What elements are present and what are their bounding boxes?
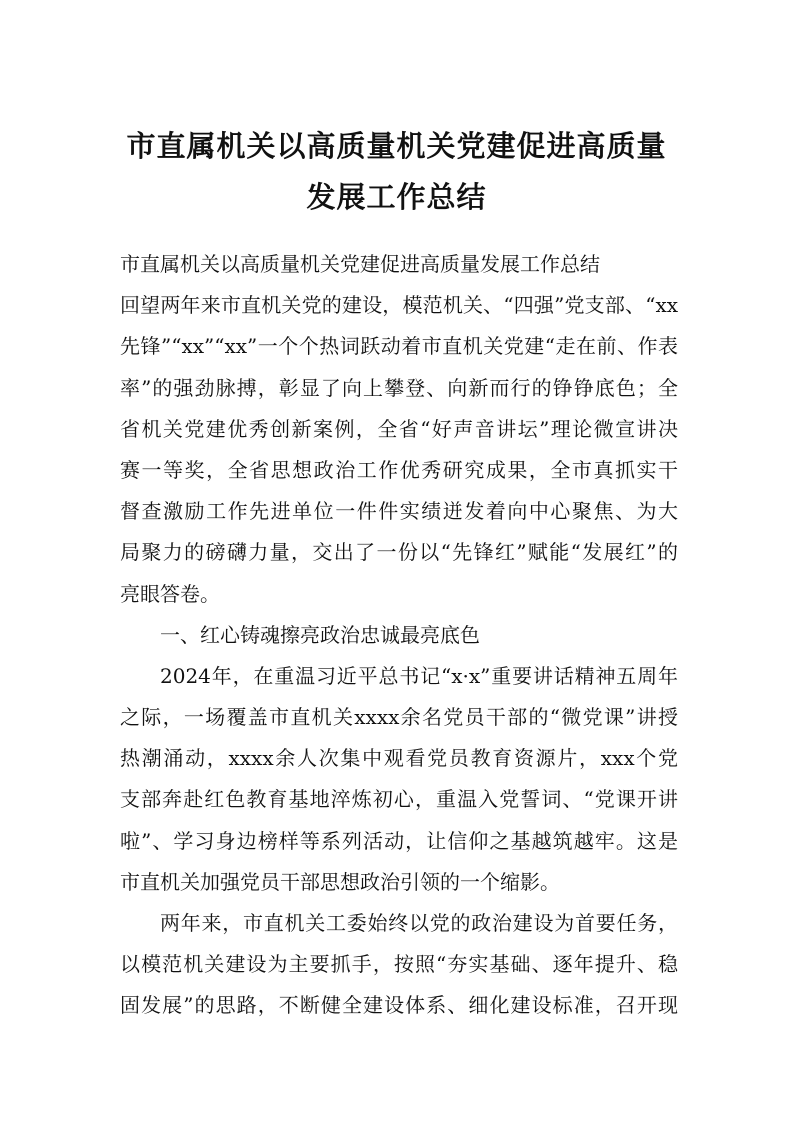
paragraph-section1-line: 啦”、学习身边榜样等系列活动，让信仰之基越筑越牢。这是 bbox=[120, 828, 678, 853]
paragraph-intro-line: 亮眼答卷。 bbox=[120, 581, 220, 606]
document-body bbox=[120, 244, 678, 1027]
paragraph-intro-line: 率”的强劲脉搏，彰显了向上攀登、向新而行的铮铮底色；全 bbox=[120, 375, 678, 400]
paragraph-intro-line: 回望两年来市直机关党的建设，模范机关、“四强”党支部、“xx bbox=[120, 293, 678, 318]
paragraph-section1-line: 市直机关加强党员干部思想政治引领的一个缩影。 bbox=[120, 869, 560, 894]
paragraph-section1-line: 之际，一场覆盖市直机关xxxx余名党员干部的“微党课”讲授 bbox=[120, 705, 678, 730]
document-title-line-1: 市直属机关以高质量机关党建促进高质量 bbox=[126, 129, 667, 163]
paragraph-section1-line: 2024年，在重温习近平总书记“x·x”重要讲话精神五周年 bbox=[160, 663, 678, 688]
paragraph-subtitle-line: 市直属机关以高质量机关党建促进高质量发展工作总结 bbox=[120, 252, 600, 276]
paragraph-intro-line: 先锋”“xx”“xx”一个个热词跃动着市直机关党建“走在前、作表 bbox=[120, 334, 678, 359]
paragraph-section1-line: 热潮涌动，xxxx余人次集中观看党员教育资源片，xxx个党 bbox=[120, 746, 678, 771]
paragraph-intro-line: 赛一等奖，全省思想政治工作优秀研究成果，全市真抓实干 bbox=[120, 457, 678, 482]
paragraph-section1-cont-line: 以模范机关建设为主要抓手，按照“夯实基础、逐年提升、稳 bbox=[120, 952, 678, 977]
paragraph-intro-line: 督查激励工作先进单位一件件实绩迸发着向中心聚焦、为大 bbox=[120, 499, 678, 524]
paragraph-intro-line: 省机关党建优秀创新案例，全省“好声音讲坛”理论微宣讲决 bbox=[120, 416, 678, 441]
paragraph-section1-line: 支部奔赴红色教育基地淬炼初心，重温入党誓词、“党课开讲 bbox=[120, 787, 678, 812]
paragraph-intro-line: 局聚力的磅礴力量，交出了一份以“先锋红”赋能“发展红”的 bbox=[120, 540, 678, 565]
paragraph-section1-cont-line: 两年来，市直机关工委始终以党的政治建设为首要任务， bbox=[160, 911, 678, 935]
paragraph-section1-cont-line: 固发展”的思路，不断健全建设体系、细化建设标准，召开现 bbox=[120, 993, 678, 1018]
section-heading: 一、红心铸魂擦亮政治忠诚最亮底色 bbox=[160, 622, 480, 647]
document-title-line-2: 发展工作总结 bbox=[306, 180, 487, 214]
